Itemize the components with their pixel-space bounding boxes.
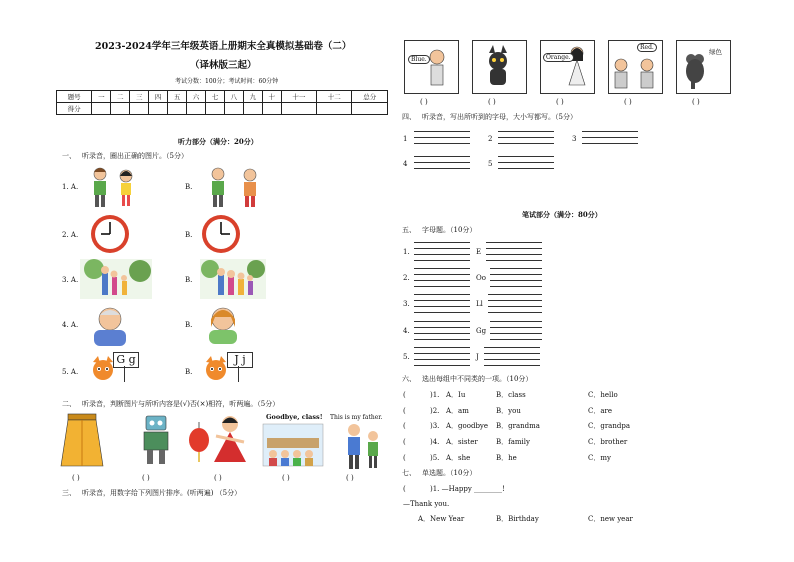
q6-option-c: C．brother xyxy=(588,438,628,446)
boy-girl-waving-image xyxy=(86,166,146,208)
score-table xyxy=(56,90,388,115)
q5-letter: E xyxy=(476,248,482,256)
q7-label: 七、 xyxy=(402,469,416,477)
score-cell: 十二 xyxy=(317,91,352,103)
q1-item-a: 3. A. xyxy=(62,276,79,284)
q1-item-b: B. xyxy=(185,183,193,191)
q5-number: 1. xyxy=(403,248,410,256)
q4-label: 四、 xyxy=(402,113,416,121)
q6-label: 六、 xyxy=(402,375,416,383)
q6-option-a: A．she xyxy=(446,454,471,462)
caption-father: This is my father. xyxy=(330,414,383,421)
q4-instruction: 听录音，写出所听到的字母，大小写都写。（5分） xyxy=(422,113,577,121)
paren-open[interactable]: ( xyxy=(403,407,406,415)
score-cell: 得分 xyxy=(57,103,92,115)
exam-title: 2023-2024学年三年级英语上册期末全真模拟基础卷（二） xyxy=(95,41,352,52)
q6-option-b: B．family xyxy=(496,438,530,446)
exam-subtitle: （译林版三起） xyxy=(190,60,257,71)
q3-instruction: 听录音，用数字给下列图片排序。(听两遍) （5分） xyxy=(82,489,242,497)
q6-number: )4. xyxy=(430,438,440,446)
q6-option-a: A．sister xyxy=(446,438,478,446)
score-cell: 六 xyxy=(187,91,206,103)
score-cell: 九 xyxy=(243,91,262,103)
family-park-image xyxy=(80,259,152,299)
picture-panel xyxy=(608,40,663,94)
q5-number: 5. xyxy=(403,353,410,361)
q6-number: )2. xyxy=(430,407,440,415)
exam-info: 考试分数：100分；考试时间：60分钟 xyxy=(175,78,279,85)
picture-panel xyxy=(676,40,731,94)
q6-option-c: C．grandpa xyxy=(588,422,630,430)
q5-label: 五、 xyxy=(402,226,416,234)
q6-number: )1. xyxy=(430,391,440,399)
picture-panel xyxy=(540,40,595,94)
listening-heading: 听力部分（满分：20分） xyxy=(178,137,258,146)
q2-instruction: 听录音，判断图片与所听内容是(√)否(×)相符，听两遍。（5分） xyxy=(82,400,280,408)
q6-option-b: B．he xyxy=(496,454,517,462)
q5-number: 2. xyxy=(403,274,410,282)
paren-open[interactable]: ( xyxy=(403,391,406,399)
lantern-image xyxy=(188,422,210,462)
written-heading: 笔试部分（满分：80分） xyxy=(522,210,602,219)
score-cell: 十一 xyxy=(281,91,316,103)
q5-letter: Ll xyxy=(476,300,483,308)
score-cell: 八 xyxy=(224,91,243,103)
answer-paren[interactable]: ( ) xyxy=(214,474,222,482)
q1-label: 一、 xyxy=(62,152,76,160)
q1-item-a: 2. A. xyxy=(62,231,79,239)
score-cell: 三 xyxy=(130,91,149,103)
card-stick xyxy=(238,366,239,382)
family-park-image xyxy=(200,259,266,299)
q6-option-b: B．grandma xyxy=(496,422,540,430)
score-cell: 题号 xyxy=(57,91,92,103)
q7-question: )1. —Happy ________! xyxy=(430,485,505,493)
q4-number: 2 xyxy=(488,135,493,143)
q7-reply: —Thank you. xyxy=(403,500,450,508)
speech-bubble: Blue. xyxy=(408,55,430,64)
score-cell: 十 xyxy=(262,91,281,103)
picture-panel xyxy=(472,40,527,94)
q1-item-a: 5. A. xyxy=(62,368,79,376)
q1-item-b: B. xyxy=(185,321,193,329)
clock-icon xyxy=(90,214,130,254)
paren-open[interactable]: ( xyxy=(403,422,406,430)
q7-instruction: 单选题。（10分） xyxy=(422,469,477,477)
father-son-image xyxy=(340,422,384,470)
speech-label: 绿色 xyxy=(709,48,722,56)
skirt-image xyxy=(60,414,104,468)
caption-goodbye: Goodbye, class! xyxy=(266,413,323,421)
card-stick xyxy=(124,366,125,382)
q5-number: 4. xyxy=(403,327,410,335)
q1-item-a: 4. A. xyxy=(62,321,79,329)
woman-image xyxy=(204,305,242,345)
answer-paren[interactable]: ( ) xyxy=(72,474,80,482)
q1-item-b: B. xyxy=(185,276,193,284)
q4-number: 3 xyxy=(572,135,577,143)
robot-image xyxy=(138,414,174,466)
q6-option-b: B．class xyxy=(496,391,526,399)
score-cell: 二 xyxy=(111,91,130,103)
answer-paren[interactable]: ( ) xyxy=(346,474,354,482)
girl-dancing-image xyxy=(210,414,250,468)
q1-item-b: B. xyxy=(185,231,193,239)
answer-paren[interactable]: ( ) xyxy=(624,98,632,106)
score-cell: 五 xyxy=(168,91,187,103)
score-cell: 总分 xyxy=(352,91,388,103)
answer-paren[interactable]: ( ) xyxy=(692,98,700,106)
q6-option-c: C．are xyxy=(588,407,613,415)
q1-item-b: B. xyxy=(185,368,193,376)
q5-letter: Oo xyxy=(476,274,486,282)
q5-number: 3. xyxy=(403,300,410,308)
q6-option-b: B．you xyxy=(496,407,521,415)
q6-option-a: A．goodbye xyxy=(446,422,489,430)
letter-card-j: J j xyxy=(227,352,253,368)
q5-letter: Gg xyxy=(476,327,487,335)
answer-paren[interactable]: ( ) xyxy=(556,98,564,106)
cat-icon xyxy=(203,356,229,382)
speech-bubble: Orange. xyxy=(543,53,574,62)
grandpa-image xyxy=(90,305,132,347)
q6-option-a: A．am xyxy=(446,407,469,415)
q1-instruction: 听录音，圈出正确的图片。（5分） xyxy=(82,152,188,160)
q2-label: 二、 xyxy=(62,400,76,408)
answer-paren[interactable]: ( ) xyxy=(488,98,496,106)
boy-girl-waving-image xyxy=(206,166,266,208)
q4-number: 5 xyxy=(488,160,493,168)
paren-open[interactable]: ( xyxy=(403,454,406,462)
q1-item-a: 1. A. xyxy=(62,183,79,191)
answer-paren[interactable]: ( ) xyxy=(282,474,290,482)
score-cell: 一 xyxy=(92,91,111,103)
paren-open[interactable]: ( xyxy=(403,485,406,493)
q6-option-c: C．hello xyxy=(588,391,618,399)
picture-panel xyxy=(404,40,459,94)
q5-instruction: 字母题。（10分） xyxy=(422,226,477,234)
q6-instruction: 选出每组中不同类的一项。（10分） xyxy=(422,375,533,383)
q6-option-a: A．Iu xyxy=(446,391,466,399)
speech-bubble: Red. xyxy=(637,43,657,52)
q6-option-c: C．my xyxy=(588,454,611,462)
answer-paren[interactable]: ( ) xyxy=(420,98,428,106)
q7-option-a: A．New Year xyxy=(418,515,465,523)
answer-paren[interactable]: ( ) xyxy=(142,474,150,482)
q6-number: )5. xyxy=(430,454,440,462)
q7-option-b: B．Birthday xyxy=(496,515,539,523)
q6-number: )3. xyxy=(430,422,440,430)
q7-option-c: C．new year xyxy=(588,515,633,523)
paren-open[interactable]: ( xyxy=(403,438,406,446)
score-cell: 四 xyxy=(149,91,168,103)
q4-number: 1 xyxy=(403,135,408,143)
clock-icon xyxy=(201,214,241,254)
q5-letter: J xyxy=(476,353,479,361)
q3-label: 三、 xyxy=(62,489,76,497)
score-cell: 七 xyxy=(205,91,224,103)
letter-card-g: G g xyxy=(113,352,139,368)
classroom-image xyxy=(263,424,323,466)
q4-number: 4 xyxy=(403,160,408,168)
